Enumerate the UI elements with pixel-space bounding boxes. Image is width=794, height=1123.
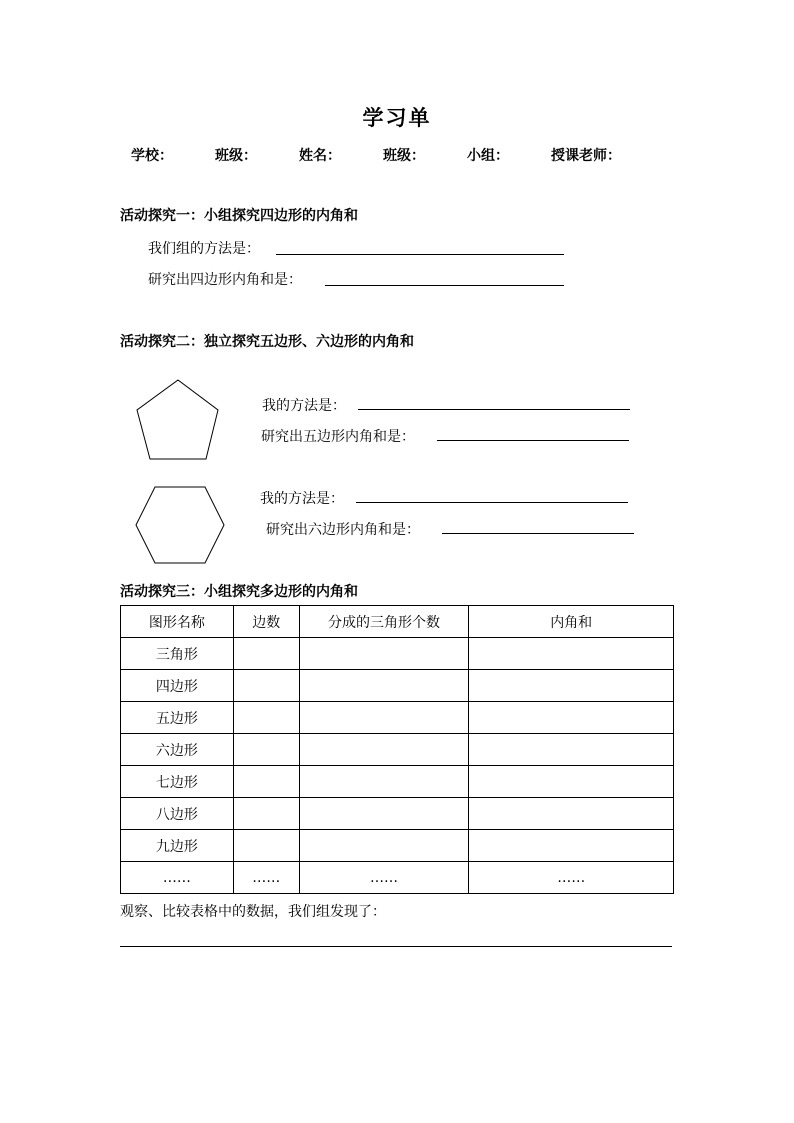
activity1-result-label: 研究出四边形内角和是： bbox=[148, 272, 302, 288]
hexagon-method-label: 我的方法是： bbox=[260, 491, 344, 507]
table-row bbox=[121, 734, 674, 766]
ellipsis-cell: …… bbox=[469, 862, 674, 894]
activity1-heading: 活动探究一：小组探究四边形的内角和 bbox=[120, 208, 358, 224]
hexagon-result-line bbox=[442, 533, 634, 534]
row-shape-name: 三角形 bbox=[121, 638, 234, 670]
pentagon-result-label: 研究出五边形内角和是： bbox=[261, 429, 415, 445]
hexagon-figure bbox=[130, 482, 230, 568]
row-shape-name: 八边形 bbox=[121, 798, 234, 830]
activity1-method-label: 我们组的方法是： bbox=[148, 241, 260, 257]
table-header-row bbox=[121, 606, 674, 638]
triangle-count-cell[interactable] bbox=[299, 734, 469, 766]
triangle-count-cell[interactable] bbox=[299, 670, 469, 702]
angle-sum-cell[interactable] bbox=[469, 798, 674, 830]
triangle-count-cell[interactable] bbox=[299, 798, 469, 830]
header-angle-sum: 内角和 bbox=[469, 606, 674, 638]
worksheet-title: 学习单 bbox=[362, 106, 432, 130]
triangle-count-cell[interactable] bbox=[299, 638, 469, 670]
row-shape-name: 九边形 bbox=[121, 830, 234, 862]
pentagon-method-label: 我的方法是： bbox=[262, 398, 346, 414]
table-row bbox=[121, 702, 674, 734]
angle-sum-cell[interactable] bbox=[469, 638, 674, 670]
row-shape-name: 四边形 bbox=[121, 670, 234, 702]
activity1-method-line bbox=[276, 254, 564, 255]
triangle-count-cell[interactable] bbox=[299, 830, 469, 862]
pentagon-figure bbox=[130, 374, 226, 464]
pentagon-method-line bbox=[358, 409, 630, 410]
sides-cell[interactable] bbox=[233, 798, 299, 830]
header-shape-name: 图形名称 bbox=[121, 606, 234, 638]
class-label-2: 班级： bbox=[383, 148, 425, 164]
ellipsis-cell: …… bbox=[299, 862, 469, 894]
angle-sum-cell[interactable] bbox=[469, 766, 674, 798]
activity1-result-line bbox=[325, 285, 564, 286]
polygon-angle-table bbox=[120, 605, 674, 894]
observation-label: 观察、比较表格中的数据，我们组发现了： bbox=[120, 904, 386, 920]
angle-sum-cell[interactable] bbox=[469, 670, 674, 702]
triangle-count-cell[interactable] bbox=[299, 702, 469, 734]
table-row bbox=[121, 670, 674, 702]
teacher-label: 授课老师： bbox=[551, 148, 621, 164]
class-label: 班级： bbox=[215, 148, 257, 164]
angle-sum-cell[interactable] bbox=[469, 702, 674, 734]
sides-cell[interactable] bbox=[233, 638, 299, 670]
activity2-heading: 活动探究二：独立探究五边形、六边形的内角和 bbox=[120, 334, 414, 350]
sides-cell[interactable] bbox=[233, 670, 299, 702]
ellipsis-cell: …… bbox=[233, 862, 299, 894]
row-shape-name: 七边形 bbox=[121, 766, 234, 798]
activity3-heading: 活动探究三：小组探究多边形的内角和 bbox=[120, 584, 358, 600]
header-sides: 边数 bbox=[233, 606, 299, 638]
sides-cell[interactable] bbox=[233, 766, 299, 798]
sides-cell[interactable] bbox=[233, 734, 299, 766]
header-triangle-count: 分成的三角形个数 bbox=[299, 606, 469, 638]
pentagon-result-line bbox=[437, 440, 629, 441]
sides-cell[interactable] bbox=[233, 702, 299, 734]
hexagon-method-line bbox=[356, 502, 628, 503]
row-shape-name: 六边形 bbox=[121, 734, 234, 766]
table-row bbox=[121, 638, 674, 670]
triangle-count-cell[interactable] bbox=[299, 766, 469, 798]
angle-sum-cell[interactable] bbox=[469, 830, 674, 862]
ellipsis-cell: …… bbox=[121, 862, 234, 894]
observation-answer-line bbox=[120, 946, 672, 947]
hexagon-result-label: 研究出六边形内角和是： bbox=[266, 522, 420, 538]
table-row bbox=[121, 798, 674, 830]
sides-cell[interactable] bbox=[233, 830, 299, 862]
angle-sum-cell[interactable] bbox=[469, 734, 674, 766]
school-label: 学校： bbox=[131, 148, 173, 164]
name-label: 姓名： bbox=[299, 148, 341, 164]
table-row bbox=[121, 766, 674, 798]
table-row-ellipsis bbox=[121, 862, 674, 894]
row-shape-name: 五边形 bbox=[121, 702, 234, 734]
group-label: 小组： bbox=[467, 148, 509, 164]
table-row bbox=[121, 830, 674, 862]
